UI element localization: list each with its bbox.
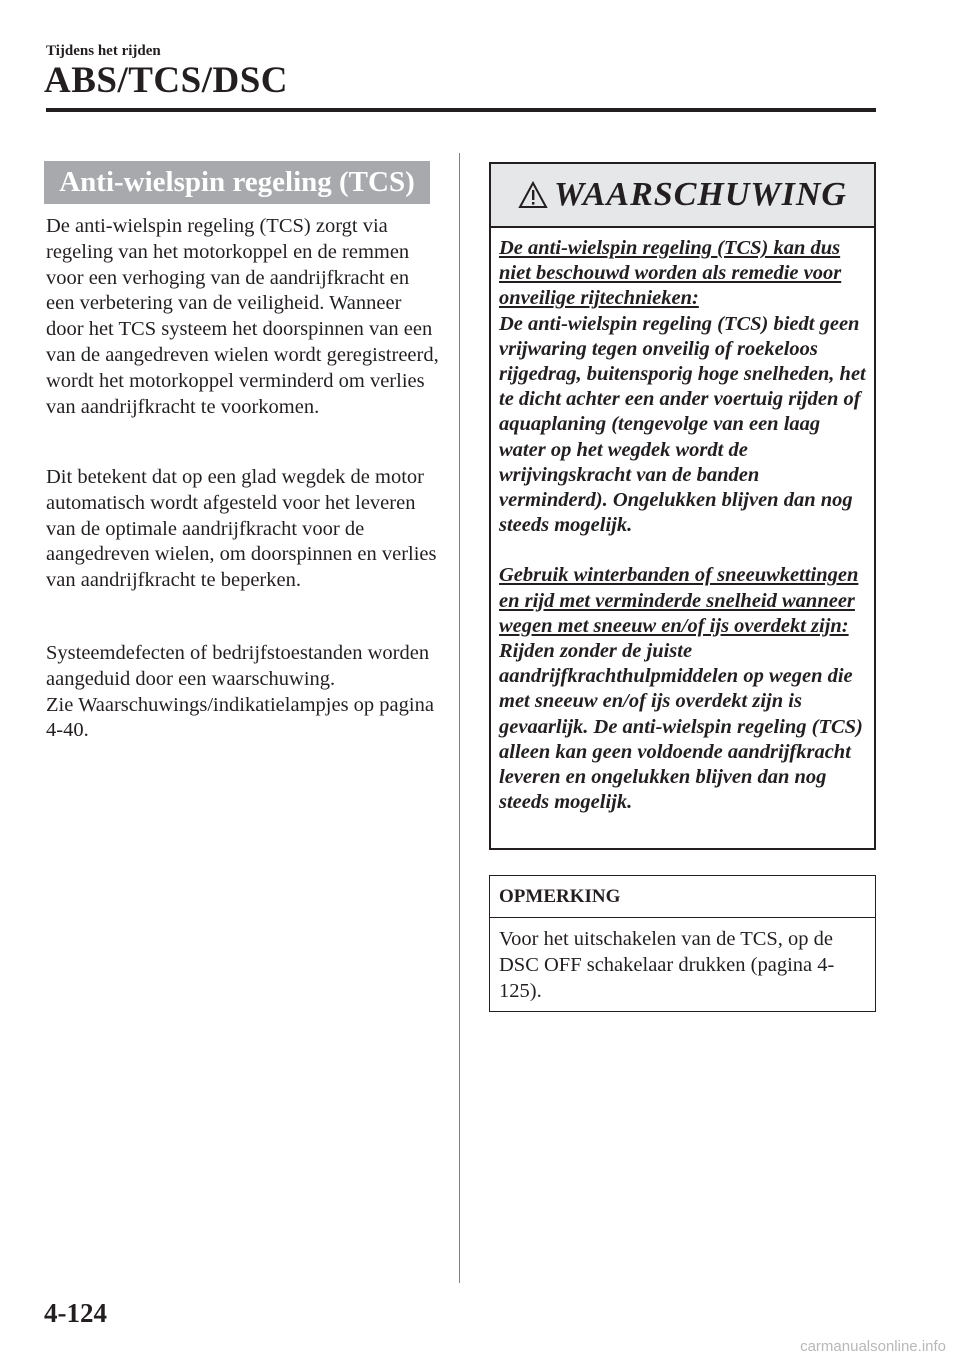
paragraph-reference: Zie Waarschuwings/indikatielampjes op pagina 4-40. (46, 693, 434, 742)
warning-box (489, 162, 876, 850)
paragraph-system-defects: Systeemdefecten of bedrijfstoestanden worden aangeduid door een waarschuwing. (46, 642, 430, 690)
paragraph-slippery-road: Dit betekent dat op een glad wegdek de motor automatisch wordt afgesteld voor het leveren van de optimale aandrijfkracht voor de aangedreven wielen, om doorspinnen en verlies van aandrijfkracht te beperken. (46, 466, 437, 592)
section-body-3 (46, 641, 442, 744)
warning-text-1: De anti-wielspin regeling (TCS) biedt geen vrijwaring tegen onveilig of roekeloos rijgedrag, buitensporig hoge snelheden, het te dicht achter een ander voertuig rijden of aquaplaning (tengevolge van een laag water op het wegdek wordt de wrijvingskracht van de banden verminderd). Ongelukken blijven dan nog steeds mogelijk. (499, 312, 866, 537)
warning-header (491, 164, 874, 228)
paragraph-intro: De anti-wielspin regeling (TCS) zorgt via regeling van het motorkoppel en de remmen voor een verhoging van de aandrijfkracht en een verbetering van de veiligheid. Wanneer door het TCS systeem het doorspinnen van een van de aangedreven wielen wordt geregistreerd, wordt het motorkoppel verminderd om verlies van aandrijfkracht te voorkomen. (46, 215, 439, 418)
section-title: Anti-wielspin regeling (TCS) (44, 161, 430, 204)
breadcrumb: Tijdens het rijden (46, 43, 161, 59)
section-body-2 (46, 465, 442, 594)
page-number: 4-124 (44, 1298, 107, 1328)
warning-triangle-icon (518, 181, 548, 209)
warning-heading-1: De anti-wielspin regeling (TCS) kan dus niet beschouwd worden als remedie voor onveilige rijtechnieken: (499, 237, 842, 310)
warning-title: WAARSCHUWING (554, 176, 847, 213)
header-divider (46, 108, 876, 112)
warning-body (491, 228, 874, 815)
watermark: carmanualsonline.info (800, 1338, 946, 1355)
page-title: ABS/TCS/DSC (44, 60, 289, 101)
note-title: OPMERKING (490, 876, 875, 918)
warning-text-2: Rijden zonder de juiste aandrijfkrachthulpmiddelen op wegen die met sneeuw en/of ijs overdekt zijn is gevaarlijk. De anti-wielspin regeling (TCS) alleen kan geen voldoende aandrijfkracht leveren en ongelukken blijven dan nog steeds mogelijk. (499, 640, 863, 814)
column-divider (459, 153, 460, 1283)
note-box (489, 875, 876, 1012)
note-text: Voor het uitschakelen van de TCS, op de DSC OFF schakelaar drukken (pagina 4-125). (499, 928, 835, 1002)
warning-heading-2: Gebruik winterbanden of sneeuwkettingen en rijd met verminderde snelheid wanneer wegen met sneeuw en/of ijs overdekt zijn: (499, 564, 859, 637)
section-body (46, 214, 442, 420)
